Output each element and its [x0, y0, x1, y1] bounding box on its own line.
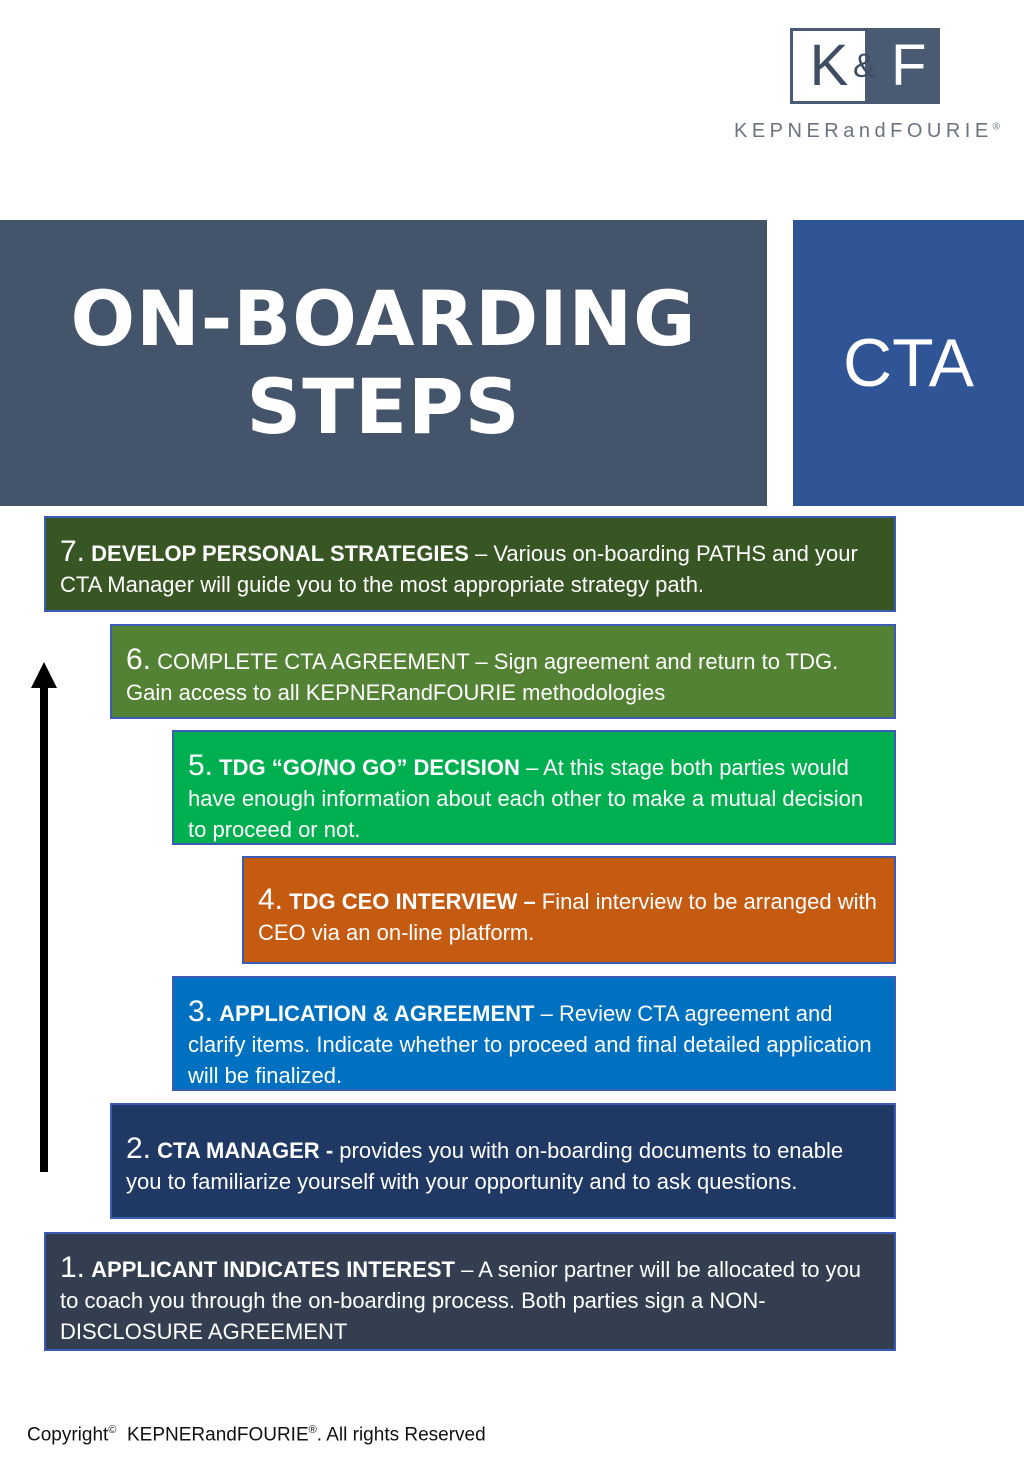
page-title-line2: STEPS — [246, 362, 521, 451]
kf-logo — [790, 28, 940, 104]
step-description: Sign agreement and return to TDG. Gain access to all KEPNERandFOURIE methodologies — [126, 649, 839, 705]
step-description: Final interview to be arranged with CEO via an on-line platform. — [258, 889, 877, 945]
step-number: 5. — [188, 749, 214, 782]
logo-wordmark — [734, 120, 1014, 143]
title-banner — [0, 220, 767, 506]
up-arrow-shaft — [40, 686, 48, 1172]
step-heading: COMPLETE CTA AGREEMENT — [157, 649, 470, 674]
step-3 — [172, 976, 896, 1091]
copyright-mark: © — [108, 1424, 117, 1436]
step-number: 6. — [126, 643, 152, 676]
step-separator: – — [517, 889, 542, 914]
step-heading: APPLICANT INDICATES INTEREST — [91, 1257, 455, 1282]
logo-right-panel — [853, 31, 937, 101]
step-separator: – — [519, 755, 544, 780]
step-description: Review CTA agreement and clarify items. Indicate whether to proceed and final detailed application will be finalized. — [188, 1001, 872, 1088]
step-heading: APPLICATION & AGREEMENT — [219, 1001, 535, 1026]
logo-registered-mark: ® — [992, 121, 1001, 133]
copyright-notice — [27, 1424, 486, 1446]
step-separator: – — [468, 541, 494, 566]
step-heading: TDG CEO INTERVIEW — [289, 889, 518, 914]
step-description: provides you with on-boarding documents to enable you to familiarize yourself with your opportunity and to ask questions. — [126, 1138, 844, 1194]
step-heading: TDG “GO/NO GO” DECISION — [219, 755, 520, 780]
logo-ampersand: & — [853, 47, 876, 85]
step-number: 2. — [126, 1132, 152, 1165]
step-heading: DEVELOP PERSONAL STRATEGIES — [91, 541, 469, 566]
logo-wordmark-text: KEPNERandFOURIE — [734, 120, 993, 142]
step-number: 4. — [258, 883, 284, 916]
cta-label: CTA — [843, 325, 974, 401]
copyright-word: Copyright — [27, 1424, 109, 1446]
page-title-line1: ON-BOARDING — [70, 274, 697, 363]
step-5 — [172, 730, 896, 845]
step-description: Various on-boarding PATHS and your CTA Manager will guide you to the most appropriate strategy path. — [60, 541, 858, 597]
step-1 — [44, 1232, 896, 1351]
step-2 — [110, 1103, 896, 1219]
logo-k-letter: K — [793, 31, 865, 101]
cta-label-box — [793, 220, 1024, 506]
step-6 — [110, 624, 896, 719]
logo-f-letter: F — [891, 33, 927, 98]
step-separator: - — [319, 1138, 340, 1163]
copyright-company: KEPNERandFOURIE — [127, 1424, 309, 1446]
copyright-rights: . All rights Reserved — [316, 1424, 486, 1446]
step-separator: – — [454, 1257, 479, 1282]
step-description: At this stage both parties would have enough information about each other to make a mutual decision to proceed or not. — [188, 755, 864, 842]
step-number: 1. — [60, 1251, 86, 1284]
up-arrow-icon — [31, 662, 57, 688]
step-4 — [242, 856, 896, 964]
step-number: 7. — [60, 535, 86, 568]
step-description: A senior partner will be allocated to you to coach you through the on-boarding process. Both parties sign a NON-DISCLOSURE AGREEMENT — [60, 1257, 862, 1344]
step-7 — [44, 516, 896, 612]
step-heading: CTA MANAGER — [157, 1138, 320, 1163]
step-separator: – — [469, 649, 494, 674]
company-registered-mark: ® — [308, 1424, 317, 1436]
step-separator: – — [534, 1001, 559, 1026]
step-number: 3. — [188, 995, 214, 1028]
